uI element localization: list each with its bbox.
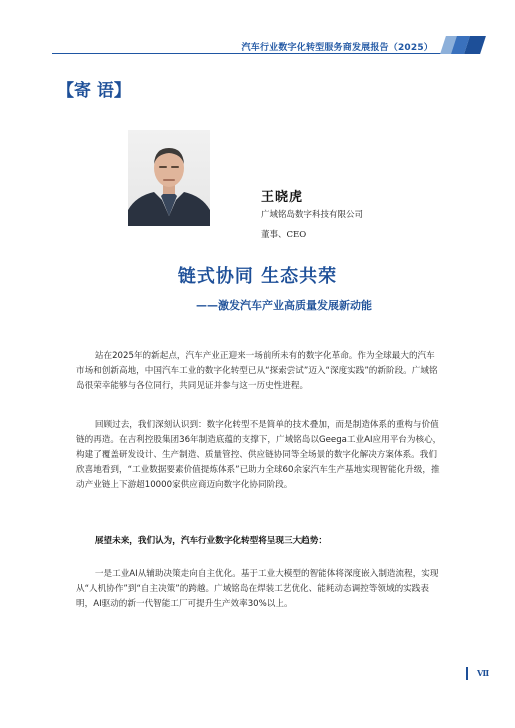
page-number: Ⅶ	[477, 668, 490, 678]
footer-divider	[466, 667, 468, 680]
report-title: 汽车行业数字化转型服务商发展报告（2025）	[241, 43, 433, 53]
paragraph-trend-one: 一是工业AI从辅助决策走向自主优化。基于工业大模型的智能体将深度嵌入制造流程，实现从“人机协作”到“自主决策”的跨越。广域铭岛在焊装工艺优化、能耗动态调控等领域的实践表明，AI驱动的新一代智能工厂可提升生产效率30%以上。	[76, 569, 439, 609]
paragraph-outlook: 展望未来，我们认为，汽车行业数字化转型将呈现三大趋势：	[94, 536, 327, 546]
header-decoration	[441, 36, 485, 54]
portrait-image	[128, 130, 210, 226]
author-company: 广域铭岛数字科技有限公司	[261, 210, 364, 220]
author-role: 董事、CEO	[261, 230, 307, 240]
article-subtitle: ——激发汽车产业高质量发展新动能	[196, 299, 372, 312]
author-name: 王晓虎	[261, 190, 304, 205]
paragraph-intro: 站在2025年的新起点，汽车产业正迎来一场前所未有的数字化革命。作为全球最大的汽车市场和创新高地，中国汽车工业的数字化转型已从“探索尝试”迈入“深度实践”的新阶段。广域铭岛很荣幸能够与各位同行，共同见证并参与这一历史性进程。	[76, 351, 438, 391]
author-portrait	[128, 130, 210, 226]
header-divider	[52, 53, 451, 54]
article-title: 链式协同 生态共荣	[177, 266, 338, 287]
paragraph-review: 回顾过去，我们深刻认识到：数字化转型不是简单的技术叠加，而是制造体系的重构与价值链的再造。在吉利控股集团36年制造底蕴的支撑下，广域铭岛以Geega工业AI应用平台为核心，构建了覆盖研发设计、生产制造、质量管控、供应链协同等全场景的数字化解决方案体系。我们欣喜地看到，“工业数据要素价值提炼体系”已助力全球60余家汽车生产基地实现智能化升级，推动产业链上下游超10000家供应商迈向数字化协同阶段。	[76, 420, 442, 490]
section-title: 【寄 语】	[57, 81, 131, 101]
